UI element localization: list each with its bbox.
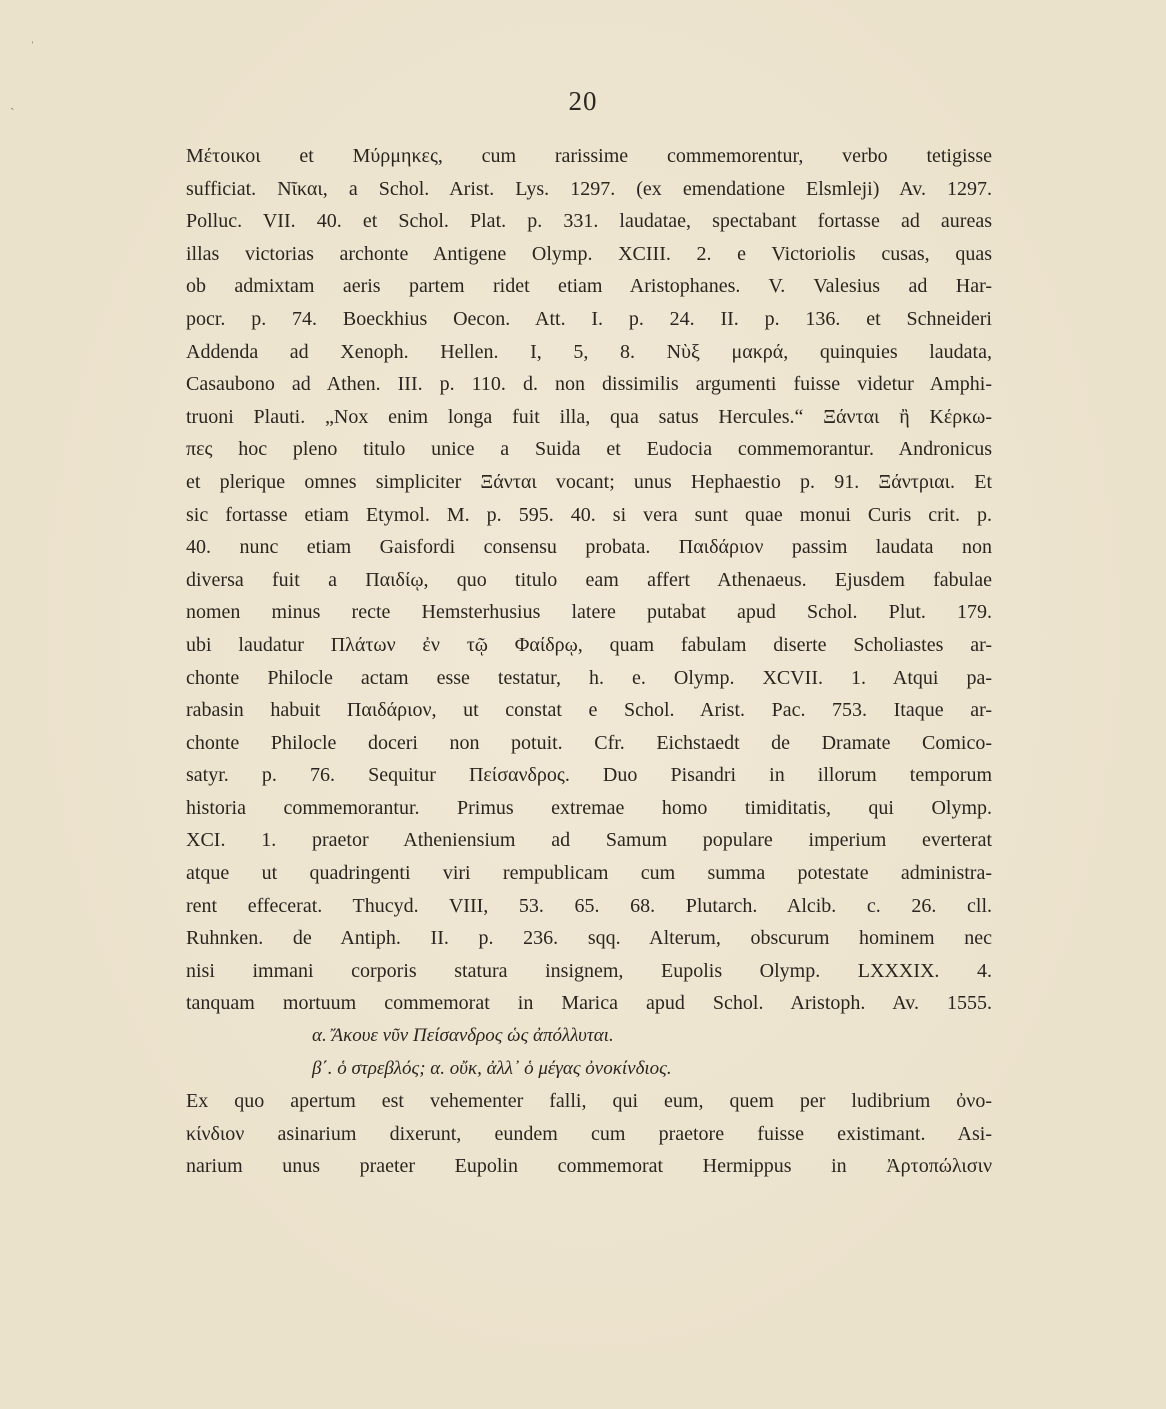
text-line: nisi immani corporis statura insignem, Eupolis Olymp. LXXXIX. 4.	[186, 959, 992, 982]
text-line: 40. nunc etiam Gaisfordi consensu probata. Παιδάριον passim laudata non	[186, 536, 992, 559]
page-number: 20	[568, 86, 598, 116]
text-line: κίνδιον asinarium dixerunt, eundem cum praetore fuisse existimant. Asi-	[186, 1122, 992, 1145]
page-speck: ˏ	[10, 96, 15, 111]
text-line: truoni Plauti. „Nox enim longa fuit illa, qua satus Hercules.“ Ξάνται ἢ Κέρκω-	[186, 405, 992, 428]
text-line: sic fortasse etiam Etymol. M. p. 595. 40. si vera sunt quae monui Curis crit. p.	[186, 503, 992, 526]
text-line: ob admixtam aeris partem ridet etiam Aristophanes. V. Valesius ad Har-	[186, 275, 992, 298]
text-line: XCI. 1. praetor Atheniensium ad Samum populare imperium everterat	[186, 829, 992, 852]
text-line: Polluc. VII. 40. et Schol. Plat. p. 331. laudatae, spectabant fortasse ad aureas	[186, 210, 992, 233]
text-line: Addenda ad Xenoph. Hellen. I, 5, 8. Νὺξ μακρά, quinquies laudata,	[186, 340, 992, 363]
text-line: et plerique omnes simpliciter Ξάνται vocant; unus Hephaestio p. 91. Ξάντριαι. Et	[186, 470, 992, 493]
text-line: atque ut quadringenti viri rempublicam cum summa potestate administra-	[186, 862, 992, 885]
text-line: nomen minus recte Hemsterhusius latere putabat apud Schol. Plut. 179.	[186, 601, 992, 624]
text-line: πες hoc pleno titulo unice a Suida et Eudocia commemorantur. Andronicus	[186, 438, 992, 461]
text-line: rent effecerat. Thucyd. VIII, 53. 65. 68. Plutarch. Alcib. c. 26. cll.	[186, 894, 992, 917]
text-line: chonte Philocle doceri non potuit. Cfr. Eichstaedt de Dramate Comico-	[186, 731, 992, 754]
verse-line: β΄. ὁ στρεβλός; α. οὔκ, ἀλλ᾽ ὁ μέγας ὀνοκίνδιος.	[312, 1057, 672, 1079]
main-text	[186, 140, 992, 1183]
text-line: Ruhnken. de Antiph. II. p. 236. sqq. Alterum, obscurum hominem nec	[186, 927, 992, 950]
text-line: tanquam mortuum commemorat in Marica apud Schol. Aristoph. Av. 1555.	[186, 992, 992, 1015]
text-line: chonte Philocle actam esse testatur, h. e. Olymp. XCVII. 1. Atqui pa-	[186, 666, 992, 689]
verse-line: α. Ἄκουε νῦν Πείσανδρος ὡς ἀπόλλυται.	[312, 1025, 614, 1047]
text-line: satyr. p. 76. Sequitur Πείσανδρος. Duo Pisandri in illorum temporum	[186, 764, 992, 787]
page-speck: ˈ	[30, 40, 35, 55]
text-line: historia commemorantur. Primus extremae homo timiditatis, qui Olymp.	[186, 796, 992, 819]
text-line: Μέτοικοι et Μύρμηκες, cum rarissime commemorentur, verbo tetigisse	[186, 145, 992, 167]
text-line: rabasin habuit Παιδάριον, ut constat e Schol. Arist. Pac. 753. Itaque ar-	[186, 699, 992, 722]
text-line: Ex quo apertum est vehementer falli, qui eum, quem per ludibrium ὀνο-	[186, 1090, 992, 1113]
text-line: pocr. p. 74. Boeckhius Oecon. Att. I. p. 24. II. p. 136. et Schneideri	[186, 307, 992, 330]
text-line: Casaubono ad Athen. III. p. 110. d. non dissimilis argumenti fuisse videtur Amphi-	[186, 373, 992, 396]
text-line: illas victorias archonte Antigene Olymp. XCIII. 2. e Victoriolis cusas, quas	[186, 242, 992, 265]
text-line: ubi laudatur Πλάτων ἐν τῷ Φαίδρῳ, quam fabulam diserte Scholiastes ar-	[186, 633, 992, 656]
text-line: diversa fuit a Παιδίῳ, quo titulo eam affert Athenaeus. Ejusdem fabulae	[186, 568, 992, 591]
text-line: sufficiat. Νῖκαι, a Schol. Arist. Lys. 1297. (ex emendatione Elsmleji) Av. 1297.	[186, 177, 992, 200]
text-line: narium unus praeter Eupolin commemorat Hermippus in Ἀρτοπώλισιν	[186, 1155, 992, 1178]
